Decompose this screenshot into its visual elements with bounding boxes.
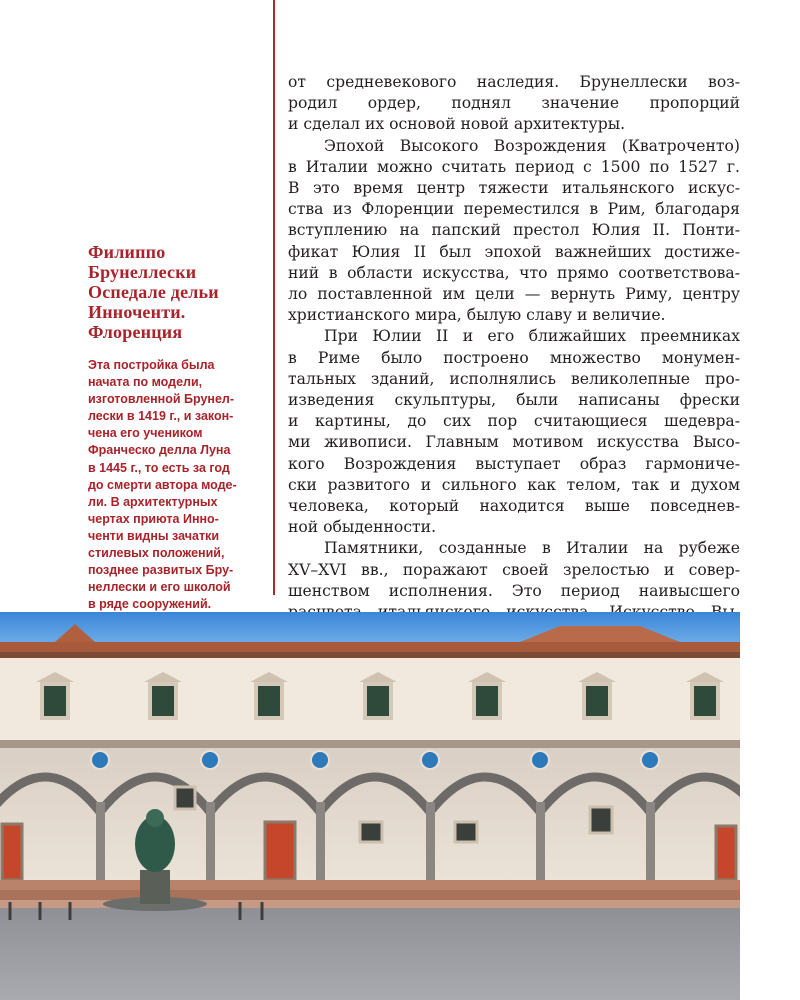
body-line: ски развитого и сильного как телом, так и духом: [288, 475, 740, 494]
body-line: Эпохой Высокого Возрождения (Кватроченто): [324, 136, 740, 155]
body-line: изведения скульптуры, были написаны фрески: [288, 391, 740, 410]
building-photo: [0, 612, 740, 1000]
body-line: ло поставленной им цели — вернуть Риму, центру: [288, 285, 740, 304]
caption-body-line: в ряде сооружений.: [88, 597, 212, 612]
caption-body-line: ли. В архитектурных: [88, 494, 218, 509]
body-line: родил ордер, поднял значение пропорций: [288, 94, 740, 113]
caption-body-line: начата по модели,: [88, 375, 203, 390]
caption-body-line: до смерти автора моде-: [88, 477, 237, 492]
body-line: ми живописи. Главным мотивом искусства Высо-: [288, 433, 740, 452]
vertical-rule: [273, 0, 275, 595]
body-line: и сделал их основой новой архитектуры.: [288, 115, 626, 134]
caption-body-line: Франческо делла Луна: [88, 443, 231, 458]
caption-title-line: Филиппо: [88, 242, 166, 262]
body-line: христианского мира, былую славу и величие.: [288, 306, 666, 325]
body-line: от средневекового наследия. Брунеллески воз-: [288, 73, 740, 91]
body-line: человека, который находится выше повседнев-: [288, 497, 740, 516]
caption-body-line: неллески и его школой: [88, 580, 231, 595]
caption-body-line: чертах приюта Инно-: [88, 511, 219, 526]
caption-body-line: позднее развитых Бру-: [88, 563, 234, 578]
body-text: [288, 72, 740, 623]
caption-body-line: чена его учеником: [88, 426, 203, 441]
body-line: ной обыденности.: [288, 518, 437, 537]
photo-caption: [88, 242, 266, 613]
caption-title-line: Флоренция: [88, 322, 183, 342]
body-line: шенством исполнения. Это период наивысшего: [288, 581, 740, 600]
body-line: тальных зданий, исполнялись великолепные про-: [288, 369, 740, 388]
caption-body-line: лески в 1419 г., и закон-: [88, 409, 234, 424]
page-margin: [740, 612, 800, 1000]
caption-body-line: стилевых положений,: [88, 546, 225, 561]
caption-body-line: изготовленной Брунел-: [88, 392, 235, 407]
caption-title-line: Инноченти.: [88, 302, 186, 322]
caption-title: [88, 242, 266, 342]
body-line: в Риме было построено множество монумен-: [288, 348, 740, 367]
body-line: XV–XVI вв., поражают своей зрелостью и совер-: [288, 560, 740, 579]
caption-body-line: Эта постройка была: [88, 358, 215, 372]
body-line: При Юлии II и его ближайших преемниках: [324, 327, 740, 346]
body-line: ства из Флоренции переместился в Рим, благодаря: [288, 200, 740, 219]
body-line: В это время центр тяжести итальянского искус-: [288, 179, 740, 198]
body-line: Памятники, созданные в Италии на рубеже: [324, 539, 740, 558]
caption-title-line: Брунеллески: [88, 262, 197, 282]
caption-body-line: в 1445 г., то есть за год: [88, 460, 230, 475]
body-line: ний в области искусства, что прямо соответствова-: [288, 263, 740, 282]
body-line: кого Возрождения выступает образ гармониче-: [288, 454, 740, 473]
body-line: и картины, до сих пор считающиеся шедевра-: [288, 412, 740, 431]
caption-body-line: ченти видны зачатки: [88, 528, 219, 543]
caption-body: [88, 357, 266, 613]
body-line: в Италии можно считать период с 1500 по 1527 г.: [288, 157, 740, 176]
caption-title-line: Оспедале дельи: [88, 282, 219, 302]
body-line: фикат Юлия II был эпохой важнейших достиже-: [288, 242, 740, 261]
body-line: вступлению на папский престол Юлия II. Понти-: [288, 221, 740, 240]
